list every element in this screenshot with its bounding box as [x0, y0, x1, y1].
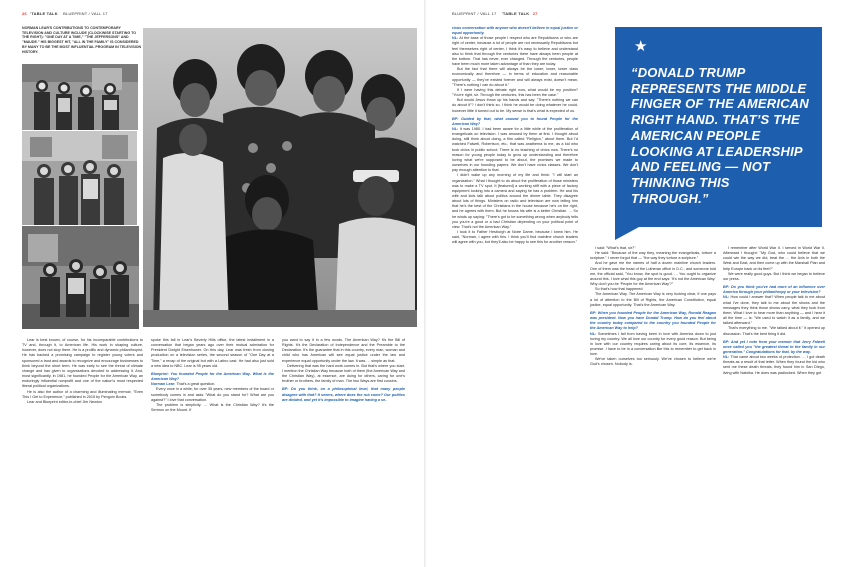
cast-photo-the-jeffersons-image: [143, 28, 417, 327]
article-paragraph: you want to say it in a few words. The American Way? It's the Bill of Rights. It's the Declaration of Independence and the Preamble to the Declaration. It's the guarantee that in this country, every man, woman and child who has American will see equal justice under the law and experience equal opportunity under the law. It was … simple as that.: [282, 338, 405, 363]
article-paragraph: Delivering that was the hard work comes in. But that's where you start. I mention the Christian Way because both of them (the American Way and the Christian Way), at essence, are doing for others, caring for one's brother or brothers, the family of man. The two Ways are first cousins.: [282, 363, 405, 384]
cast-photo-maude-image: [22, 131, 137, 225]
speaker-initials: NL:: [723, 355, 730, 360]
article-paragraph: I remember after World War II. I served in World War II. Afterward I thought: "My God, who could believe that we could win the way we did, beat the … the Axis in both the West and East, and then come up with the Marshall Plan and help Europe back on its feet?": [723, 246, 825, 271]
cast-photo-one-day-at-a-time: [22, 64, 138, 130]
article-paragraph: We've taken ourselves too seriously. We've chosen to believe we're God's chosen. Nobody is.: [590, 357, 716, 367]
article-paragraph: He is also the author of a charming and illuminating memoir, "Even This I Get to Experience," published in 2015 by Penguin Books.: [22, 389, 143, 399]
article-paragraph: The American Way. The American Way is very fucking clear, if one pays a lot of attention to the Bill of Rights, the American Constitution, equal justice, equal opportunity. That's the American Way.: [590, 292, 716, 307]
article-paragraph: And he gave me the names of half a dozen mainline church leaders. One of them was the head of the Lutheran office in D.C., and someone told me, the official said, "You know, the spot is good. … You ought to organize around this. I love what this guy at the end says: 'It's not the American Way.' Why don't you be 'People for the American Way'?": [590, 261, 716, 287]
cast-photo-the-jeffersons: [143, 28, 417, 327]
pull-quote-box: [615, 27, 822, 227]
article-paragraph: I took it to Father Hesburgh at Notre Dame, because I knew him. He said, "Norman, I agree with this. I think you'll find mainline church leaders will agree with you, but they'll also be happy to see this for another reason.": [452, 230, 578, 245]
interview-answer: How could I answer that? When people talk to me about what I've done, they talk to me about the shows and the messages they think those shows carry, what they took from them. What I love to hear more than anything — and I hear it all the time — is: "We used to watch it as a family, and we talked afterward.": [723, 295, 825, 326]
page-number-right: 27: [532, 11, 538, 16]
photo-caption: NORMAN LEAR'S CONTRIBUTIONS TO CONTEMPORARY TELEVISION AND CULTURE INCLUDE (CLOCKWISE STARTING TO THE RIGHT): "ONE DAY AT A TIME," "THE JEFFERSONS" AND "MAUDE." HIS BIGGEST HIT, "ALL IN THE FAMILY" IS CONSIDERED BY MANY TO BE THE MOST INFLUENTIAL PROGRAM IN TELEVISION HISTORY.: [22, 26, 142, 54]
article-paragraph: Lear is best known, of course, for his incomparable contributions to TV and, through it, to American life. His work in shaping culture, however, does not stop there. He is a prolific and dynamic philanthropist. He has backed a promising campaign to register young voters and sponsored a trust and awards to recognize and encourage businesses to think beyond the short term. He was early to see the threat of climate change and has given to organizations devoted to addressing it. And, most significantly, in 1981, he founded People for the American Way, an enduringly influential nonprofit and one of the nation's most respected liberal political organizations.: [22, 338, 143, 389]
article-paragraph: He said: "Because of the way they, meaning the evangelicals, torture a scripture." I never forgot that — "the way they torture a scripture.": [590, 251, 716, 261]
folio-right: [452, 11, 540, 16]
cast-photo-maude: [22, 131, 137, 225]
publication-label-right: BLUEPRINT / VALL 17: [452, 11, 497, 16]
article-paragraph: But the fact that there will always be the lower, lower, lower class economically and therefore — in terms of education and reasonable opportunity — they've existed forever and will always exist, doesn't mean, "There's nothing I can do about it.": [452, 67, 578, 87]
interview-question: BP: Guided by that, what caused you to found People for the American Way?: [452, 116, 578, 126]
interview-question: BP: When you founded People for the American Way, Ronald Reagan was president. Now you have Donald Trump. How do you feel about the country today compared to the country you founded People for the American Way to help?: [590, 310, 716, 331]
article-paragraph: I didn't wake up any morning of my life and think: "I will start an organization." What I thought to do about the proliferation of those ministers was to make a TV spot. It [featured] a working stiff with a piece of factory equipment looking into a camera and saying he has a problem. He and his wife and kids talk about politics around the dinner table. They disagree about lots of things. Ministers on radio and television are now telling him that he's the best of the Christians in the house because he's on the right, and he agrees with them. But he knows his wife is a better Christian. … So he winds up saying: "There's got to be something wrong when anybody tells you you're a good or a bad Christian depending on your political point of view. That's not the American Way.": [452, 173, 578, 229]
interview-answer: At the base of those people I respect who are Republicans or who are right of center, because a lot of people are not necessarily Republicans but feel themselves right of center, I think it's easy to believe and understand also to think that through the centuries there have always been people at the bottom. That has never, ever changed. Through the centuries, people have been much more taken advantage of than they are today.: [452, 36, 578, 67]
article-column-right-1: [452, 26, 578, 246]
article-paragraph: I said: "What's that, sir?": [595, 246, 636, 250]
article-column-left-3: [282, 338, 405, 403]
speaker-initials: NL:: [452, 126, 459, 131]
cast-photo-all-in-the-family: [22, 226, 139, 329]
page-number-left: 26: [22, 11, 27, 16]
speaker-initials: NL:: [723, 295, 730, 300]
article-column-right-2: [590, 246, 716, 368]
article-paragraph: Every once in a while, for over 35 years, new members of the board or somebody comes in and asks "What do you stand for? What are you against?" I love that conversation.: [151, 387, 274, 402]
article-paragraph: We were really good guys. But I think we began to believe our press.: [723, 271, 825, 281]
cast-photo-all-in-the-family-image: [22, 226, 139, 329]
folio-left: [22, 11, 108, 16]
article-paragraph: So that's how that happened.: [595, 287, 644, 292]
cast-photo-one-day-at-a-time-image: [22, 64, 138, 130]
section-label-left: 'TABLE TALK: [30, 11, 58, 16]
article-paragraph: Lear and Blueprint editor-in-chief Jim Newton: [27, 399, 103, 404]
article-paragraph: The problem is simplicity. … What is the Christian Way? It's the Sermon on the Mount. If: [151, 402, 274, 413]
interview-answer: Sometimes I fall from having been in love with America down to just loving my country. We all love our country for every good reason. But being in love with our country requires caring about its core, its essence, its promise. I have to be in a conversation like this to remember to get back in love.: [590, 331, 716, 357]
speaker-initials: Norman Lear:: [151, 382, 176, 387]
publication-label-left: BLUEPRINT / VALL 17: [63, 11, 108, 16]
article-column-left-2: [151, 338, 274, 413]
page-gutter: [424, 0, 426, 567]
article-paragraph: If I were having this debate right now, what would be my position? "You're right, sir. Through the centuries, this has been the case.": [452, 87, 578, 98]
interview-question: rious conversation with anyone who doesn't believe in equal justice or equal opportunity.: [452, 26, 578, 36]
interview-answer: That's a great question.: [175, 382, 216, 387]
interview-answer: It was 1980. I had been aware for a little while of the proliferation of evangelicals on television. I was amused by them at first. I thought about doing, still think about doing, a film called "Religion," about them. But I'd watched Falwell, Robertson, etc., that was anathema to me, as a kid who took civics in public school. There is no teaching of civics now. There's no reason for young people today to grow up understanding and therefore loving what we're supposed to be about, the promises we made to ourselves in our founding papers. We don't have civics classes. We don't pay enough attention to that.: [452, 126, 578, 173]
speaker-initials: NL:: [590, 331, 597, 336]
speaker-initials: NL:: [452, 36, 459, 41]
interview-answer: That came about two weeks of protection. … I got death threats as a result of that letter. When they found the kid who sent me these death threats, they found him in San Diego, living with Nafolka. He does was padlocked. When they got: [723, 355, 825, 375]
article-paragraph: spoke this fall in Lear's Beverly Hills office, the latest installment in a conversation that began years ago over their mutual admiration for President Dwight Eisenhower. On this day, Lear was fresh from closing production on a television series, the second season of "One Day at a Time," a recap of the original but with a Latino cast. He had also just sold a new idea to NBC. Lear is 95 years old.: [151, 338, 274, 368]
article-column-right-3: [723, 246, 825, 376]
interview-question: BP: Do you think you've had more of an influence over America through your philanthropy or your television?: [723, 285, 825, 295]
section-label-right: 'TABLE TALK: [501, 11, 530, 16]
article-column-left-1: [22, 338, 143, 405]
pull-quote-text: “DONALD TRUMP REPRESENTS THE MIDDLE FINGER OF THE AMERICAN RIGHT HAND. THAT’S THE AMERICAN PEOPLE LOOKING AT LEADERSHIP AND FEELING — NOT THINKING THIS THROUGH.”: [631, 65, 809, 206]
interview-question: Blueprint: You founded People for the American Way. What is the American Way?: [151, 371, 274, 382]
star-icon: ★: [634, 38, 648, 55]
interview-question: BP: And yet I note from your memoir that Jerry Falwell once called you "the greatest threat to the family in our generation." Congratulations for that, by the way.: [723, 339, 825, 354]
article-paragraph: But would Jesus throw up his hands and say: "There's nothing we can do about it"? I don't think so. I think he would be doing whatever he could, however little it turned out to be. My sense is that's what is expected of us.: [452, 98, 578, 113]
article-paragraph: That's everything to me. "We talked about it." It opened up discussion. That's the best thing it did.: [723, 326, 825, 336]
interview-question: BP: Do you think, on a philosophical level, that many people disagree with that? It seems, where does the rub come? Our politics are divided, and yet it's impossible to imagine having a se-: [282, 387, 405, 402]
